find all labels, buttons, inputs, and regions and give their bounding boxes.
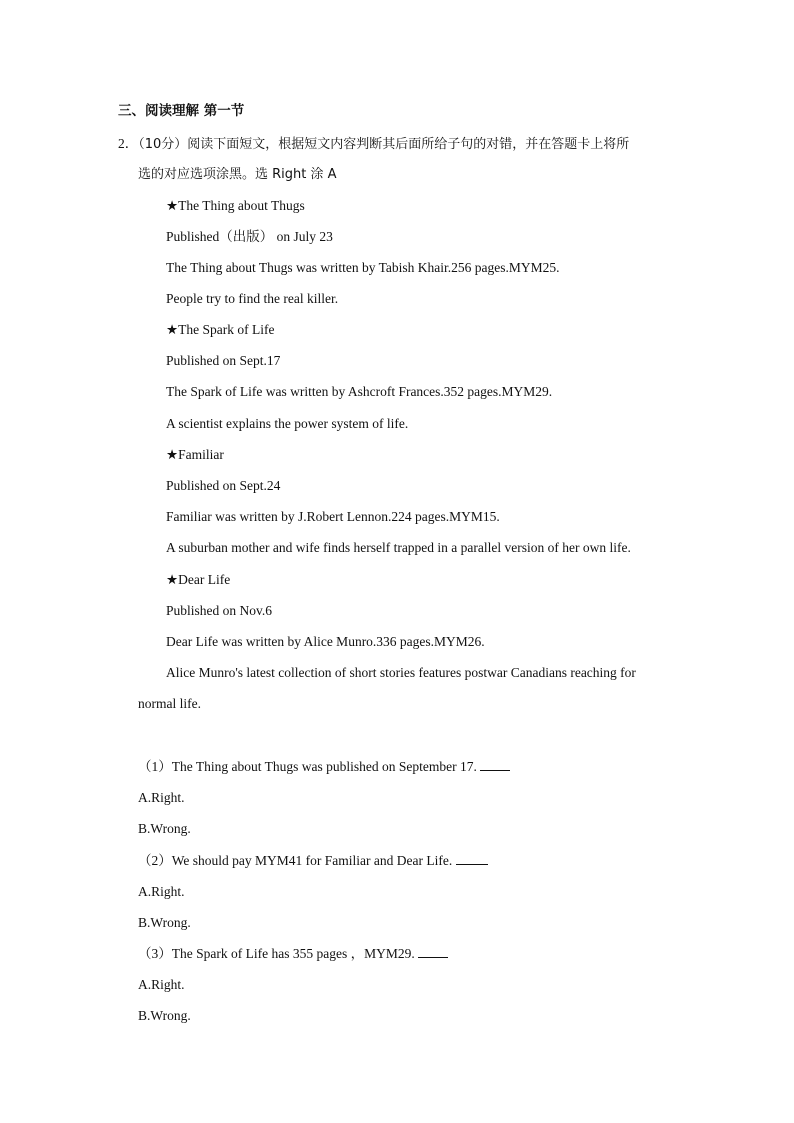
book-title: ★The Thing about Thugs — [166, 198, 305, 213]
option-b[interactable]: B.Wrong. — [138, 1008, 191, 1023]
sub-question-text: （2）We should pay MYM41 for Familiar and Dear Life. — [138, 853, 456, 868]
sub-question-text: （3）The Spark of Life has 355 pages ，MYM29. — [138, 946, 419, 961]
book-summary: A scientist explains the power system of life. — [166, 416, 409, 431]
book-details: Familiar was written by J.Robert Lennon.224 pages.MYM15. — [166, 509, 500, 524]
sub-question-text: （1）The Thing about Thugs was published on September 17. — [138, 759, 481, 774]
answer-blank[interactable] — [480, 758, 510, 771]
book-published: Published on Nov.6 — [166, 603, 273, 618]
sub-question — [138, 758, 510, 776]
question-instruction-line1 — [118, 135, 629, 154]
sub-question — [138, 852, 488, 870]
book-details: The Thing about Thugs was written by Tabish Khair.256 pages.MYM25. — [166, 260, 560, 275]
book-details: The Spark of Life was written by Ashcroft Frances.352 pages.MYM29. — [166, 384, 553, 399]
answer-blank[interactable] — [456, 852, 488, 865]
option-b[interactable]: B.Wrong. — [138, 915, 191, 930]
option-a[interactable]: A.Right. — [138, 790, 185, 805]
option-a[interactable]: A.Right. — [138, 977, 185, 992]
section-heading: 三、阅读理解 第一节 — [118, 103, 245, 119]
book-title: ★Familiar — [166, 447, 224, 462]
option-a[interactable]: A.Right. — [138, 884, 185, 899]
book-summary: People try to find the real killer. — [166, 291, 339, 306]
book-summary: A suburban mother and wife finds herself trapped in a parallel version of her own life. — [166, 540, 631, 555]
book-title: ★Dear Life — [166, 572, 231, 587]
sub-question — [138, 945, 448, 963]
question-number: 2． — [118, 136, 139, 151]
option-b[interactable]: B.Wrong. — [138, 821, 191, 836]
book-details: Dear Life was written by Alice Munro.336 pages.MYM26. — [166, 634, 485, 649]
book-summary: Alice Munro's latest collection of short stories features postwar Canadians reaching for — [166, 665, 636, 680]
book-published: Published on Sept.17 — [166, 353, 281, 368]
book-summary-continued: normal life. — [138, 696, 201, 711]
question-instruction-text: （10分）阅读下面短文，根据短文内容判断其后面所给子句的对错，并在答题卡上将所 — [138, 137, 630, 152]
book-published: Published（出版） on July 23 — [166, 229, 333, 244]
answer-blank[interactable] — [418, 945, 448, 958]
book-published: Published on Sept.24 — [166, 478, 281, 493]
book-title: ★The Spark of Life — [166, 322, 275, 337]
question-instruction-line2: 选的对应选项涂黑。选 Right 涂 A — [138, 167, 337, 182]
